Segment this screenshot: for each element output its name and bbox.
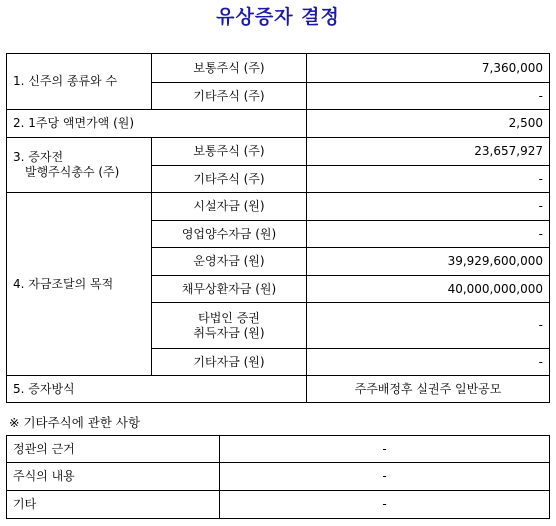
method-value: 주주배정후 실권주 일반공모 [307,376,550,403]
other-funds-value: - [307,349,550,376]
articles-basis-value: - [220,436,550,463]
page-title: 유상증자 결정 [216,6,340,28]
other-funds-label: 기타자금 (원) [152,349,307,376]
business-acq-value: - [307,221,550,248]
pre-common-value: 23,657,927 [307,138,550,166]
purpose-label: 4. 자금조달의 목적 [7,193,152,376]
debt-repay-value: 40,000,000,000 [307,276,550,303]
table-row [7,491,550,519]
common-stock-label: 보통주식 (주) [152,54,307,83]
stock-content-label: 주식의 내용 [7,463,220,491]
business-acq-label: 영업양수자금 (원) [152,221,307,248]
method-label: 5. 증자방식 [7,376,307,403]
other-securities-label [152,303,307,349]
table-row [7,54,550,83]
pre-shares-label-line1: 3. 증자전 [13,150,64,164]
table-row [7,376,550,403]
stock-content-value: - [220,463,550,491]
pre-shares-label [7,138,152,193]
pre-other-value: - [307,166,550,193]
articles-basis-label: 정관의 근거 [7,436,220,463]
pre-shares-label-line2: 발행주식총수 (주) [25,165,120,179]
other-securities-label-line2: 취득자금 (원) [193,325,265,340]
other-stock-table [6,435,550,519]
pre-other-label: 기타주식 (주) [152,166,307,193]
table-row [7,110,550,138]
pre-common-label: 보통주식 (주) [152,138,307,166]
operating-value: 39,929,600,000 [307,248,550,276]
facility-label: 시설자금 (원) [152,193,307,221]
other-securities-value: - [307,303,550,349]
table-row [7,436,550,463]
new-shares-label: 1. 신주의 종류와 수 [7,54,152,110]
other-stock-label: 기타주식 (주) [152,83,307,110]
par-value-value: 2,500 [307,110,550,138]
other-securities-label-line1: 타법인 증권 [198,310,260,325]
operating-label: 운영자금 (원) [152,248,307,276]
table-row [7,463,550,491]
other-label: 기타 [7,491,220,519]
facility-value: - [307,193,550,221]
other-value: - [220,491,550,519]
par-value-label: 2. 1주당 액면가액 (원) [7,110,307,138]
debt-repay-label: 채무상환자금 (원) [152,276,307,303]
other-stock-value: - [307,83,550,110]
table-row [7,193,550,221]
common-stock-value: 7,360,000 [307,54,550,83]
rights-offering-table [6,53,550,403]
table-row [7,138,550,166]
other-stock-note: ※ 기타주식에 관한 사항 [9,415,141,430]
